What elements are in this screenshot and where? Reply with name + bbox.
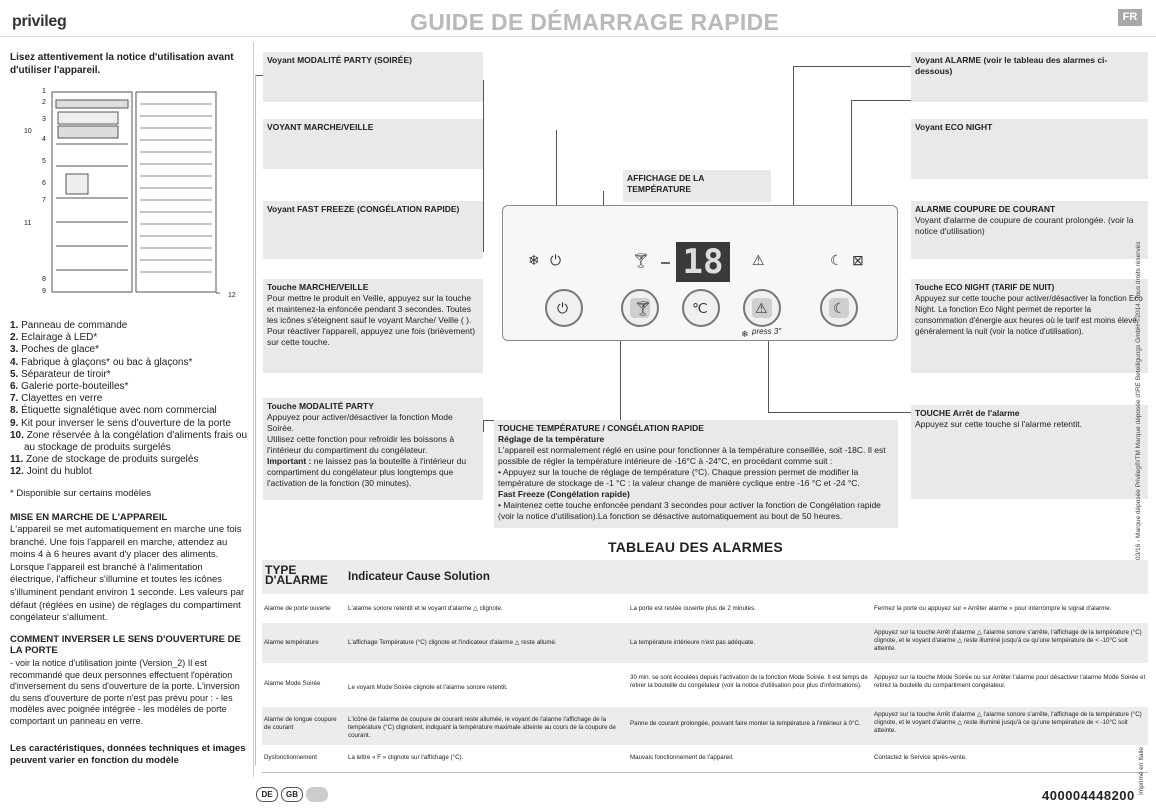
intro-text: Lisez attentivement la notice d'utilisation avant d'utiliser l'appareil. <box>10 52 234 76</box>
printed-vertical: Imprimé en Italie <box>1138 746 1145 795</box>
legend-item: 3. Poches de glace* <box>10 344 99 356</box>
legend-item: 4. Fabrique à glaçons* ou bac à glaçons* <box>10 356 193 368</box>
press-hint: press 3" <box>752 327 782 336</box>
legend-item: 6. Galerie porte-bouteilles* <box>10 381 129 393</box>
callout-temp-display: AFFICHAGE DE LA TEMPÉRATURE <box>623 170 771 202</box>
mise-text: L'appareil se met automatiquement en marche une fois branché. Une fois l'appareil en marche, attendez au moins 4 à 6 heures avant d'y placer des aliments. Lorsque l'appareil est branché à l'alimentation électrique, l'afficheur s'illumine et toutes les icônes s'illuminent pendant environ 1 seconde. Les valeurs par défaut (réglées en usine) de réglages du compartiment congélateur s'allument. <box>10 524 245 624</box>
fast-freeze-icon: ❄ <box>741 329 749 339</box>
alarms-table-title: TABLEAU DES ALARMES <box>608 539 783 555</box>
onoff-button[interactable] <box>545 289 583 327</box>
power-icon: ⏻ <box>557 300 569 316</box>
power-icon: ⏻ <box>550 252 562 268</box>
inverser-text: - voir la notice d'utilisation jointe (Version_2) Il est recommandé que deux personnes effectuent l'opération d'inversement du sens d'ouverture de la porte. L'inversion du sens d'ouverture de porte n'est pas prévu pour : - les modèles avec poignée intégrée - les modèles de porte comportant un panneau en verre. <box>10 658 240 726</box>
connector-line <box>483 215 484 216</box>
fridge-label: 9 <box>42 288 46 295</box>
legend-item: 1. Panneau de commande <box>10 320 128 331</box>
display-dash <box>661 262 670 264</box>
fridge-label: 1 <box>42 88 46 95</box>
document-code: 400004448200 <box>1042 788 1135 803</box>
connector-line <box>851 100 911 101</box>
callout-stop-alarm: TOUCHE Arrêt de l'alarme Appuyez sur cette touche si l'alarme retentit. <box>911 405 1148 499</box>
parts-legend <box>10 320 250 479</box>
fridge-label: 5 <box>42 158 46 165</box>
table-row: Dysfonctionnement La lettre « F » clignote sur l'affichage (°C). Mauvais fonctionnement de l'appareil. Contactez le Service après-vente. <box>264 754 967 761</box>
connector-line <box>483 420 484 432</box>
fridge-label: 3 <box>42 116 46 123</box>
legend-item: 10. Zone réservée à la congélation d'aliments frais ou au stockage de produits surgelés <box>10 429 248 454</box>
section-heading-inverser: COMMENT INVERSER LE SENS D'OUVERTURE DE LA PORTE <box>10 634 241 656</box>
column-header-type: TYPE D'ALARME <box>265 563 328 587</box>
connector-line <box>255 75 263 76</box>
table-row: Alarme de longue coupure de courant L'icône de l'alarme de coupure de courant reste allumée, le voyant de l'alarme l'affichage de la température (°C) clignotent, indiquant la température maximale atteinte au cours de la coupure de courant. Panne de courant prolongée, pouvant faire monter la température à l'intérieur à 0°C. Appuyez sur la touche Arrêt d'alarme △ l'alarme sonore s'arrête, l'affichage de la température (°C) clignote, et le voyant d'alarme △ reste illuminé jusqu'à ce qu'une température de < -10°C soit atteinte. <box>262 707 1148 745</box>
fridge-diagram <box>40 88 240 303</box>
fridge-label: 8 <box>42 276 46 283</box>
table-row: Alarme de porte ouverte L'alarme sonore retentit et le voyant d'alarme △ clignote. La porte est restée ouverte plus de 2 minutes. Fermez la porte ou appuyez sur « Arrêter alarme » pour interrompre le signal d'alarme. <box>264 605 1112 612</box>
alarm-warning-icon: ⚠ <box>752 252 765 268</box>
callout-alarm-light: Voyant ALARME (voir le tableau des alarmes ci-dessous) <box>911 52 1148 102</box>
brand-logo: privileg <box>12 13 67 30</box>
connector-line <box>793 66 911 67</box>
fridge-illustration <box>40 88 240 303</box>
legend-item: 7. Clayettes en verre <box>10 393 103 405</box>
header-rule <box>0 36 1156 37</box>
connector-line <box>483 80 484 252</box>
legend-item: 5. Séparateur de tiroir* <box>10 368 111 380</box>
connector-line <box>768 412 911 413</box>
fast-freeze-icon: ❄ <box>528 252 540 268</box>
lang-pill-blank <box>306 787 328 802</box>
callout-party-button: Touche MODALITÉ PARTY Appuyez pour activer/désactiver la fonction Mode Soirée. Utilisez cette fonction pour refroidir les boissons à l'intérieur du compartiment du congélateur. Important : ne laissez pas la bouteille à l'intérieur du compartiment du congélateur plus longtemps que l'activation de la fonction (30 minutes). <box>263 398 483 500</box>
celsius-icon: ℃ <box>692 300 708 316</box>
lang-pill-de: DE <box>256 787 278 802</box>
fridge-label: 10 <box>24 128 32 135</box>
footnote: * Disponible sur certains modèles <box>10 488 151 499</box>
callout-onoff-light: VOYANT MARCHE/VEILLE <box>263 119 483 169</box>
callout-eco-light: Voyant ECO NIGHT <box>911 119 1148 179</box>
fridge-label: 2 <box>42 99 46 106</box>
fridge-label: 4 <box>42 136 46 143</box>
language-badge: FR <box>1118 9 1142 26</box>
connector-line <box>620 340 621 420</box>
temperature-button[interactable] <box>682 289 720 327</box>
eco-night-icon: ☾ <box>830 252 843 268</box>
eco-night-button[interactable] <box>820 289 858 327</box>
page-title: GUIDE DE DÉMARRAGE RAPIDE <box>410 9 780 35</box>
callout-fastfreeze-light: Voyant FAST FREEZE (CONGÉLATION RAPIDE) <box>263 201 483 259</box>
callout-party-light: Voyant MODALITÉ PARTY (SOIRÉE) <box>263 52 483 102</box>
connector-line <box>255 75 256 765</box>
stop-alarm-button[interactable] <box>743 289 781 327</box>
legend-item: 2. Eclairage à LED* <box>10 332 98 344</box>
legend-item: 12. Joint du hublot <box>10 466 92 478</box>
fridge-label: 6 <box>42 180 46 187</box>
column-header-indicator: Indicateur Cause Solution <box>348 571 490 583</box>
fridge-label: 12 <box>228 292 236 299</box>
party-button[interactable] <box>621 289 659 327</box>
party-glass-icon: 🍸︎ <box>632 252 650 268</box>
column-divider <box>253 42 254 777</box>
fridge-label: 7 <box>42 197 46 204</box>
eco-night-icon: ☾ <box>833 300 846 316</box>
fridge-label: 11 <box>24 220 32 227</box>
callout-temp-button: TOUCHE TEMPÉRATURE / CONGÉLATION RAPIDE Réglage de la température L'appareil est normalement réglé en usine pour fonctionner à la température conseillée, soit -18C. Il est possible de régler la température intérieure de -16°C à -24°C, en procédant comme suit : • Appuyez sur la touche de réglage de température (°C). Chaque pression permet de modifier la température de stockage de -1 °C : la valeur change de manière cyclique entre -16 °C et -24 °C. Fast Freeze (Congélation rapide) • Maintenez cette touche enfoncée pendant 3 secondes pour activer la fonction de Congélation rapide (voir la notice d'utilisation).La fonction se désactive automatiquement au bout de 50 heures. <box>494 420 898 528</box>
table-row: Alarme Mode Soirée Le voyant Mode Soirée clignote et l'alarme sonore retentit. 30 min. se sont écoulées depuis l'activation de la fonction Mode Soirée. Il est temps de retirer la bouteille du congélateur (voir la notice d'utilisation pour plus d'informations). Appuyez sur la touche Mode Soirée ou sur Arrêter l'alarme pour désactiver l'alarme Mode Soirée et retirez la bouteille du compartiment congélateur. <box>264 674 1146 691</box>
power-outage-icon: ⊠ <box>852 252 864 268</box>
connector-line <box>768 330 769 412</box>
lang-pill-gb: GB <box>281 787 303 802</box>
legend-item: 11. Zone de stockage de produits surgelés <box>10 454 199 466</box>
table-row: Alarme température L'affichage Température (°C) clignote et l'indicateur d'alarme △ reste allumé. La température intérieure n'est pas adéquate. Appuyez sur la touche Arrêt d'alarme △ l'alarme sonore s'arrête, l'affichage de la température (°C) clignote, et le voyant d'alarme △ reste illuminé jusqu'à ce qu'une température de < -10°C soit atteinte. <box>262 623 1148 663</box>
copyright-vertical: 03/16 - Marque déposée Privileg®/TM Marque déposée d'IRE Beteiligungs GmbH ©2014. Tous droits réservés <box>1135 241 1142 560</box>
temperature-display: 18 <box>676 242 730 282</box>
party-glass-icon: 🍸︎ <box>634 300 652 316</box>
section-heading-mise: MISE EN MARCHE DE L'APPAREIL <box>10 512 168 523</box>
disclaimer: Les caractéristiques, données techniques et images peuvent varier en fonction du modèle <box>10 743 246 766</box>
legend-item: 8. Étiquette signalétique avec nom commercial <box>10 405 217 417</box>
legend-item: 9. Kit pour inverser le sens d'ouverture de la porte <box>10 417 231 429</box>
table-bottom-rule <box>262 772 1148 773</box>
callout-eco-button: Touche ECO NIGHT (TARIF DE NUIT) Appuyez sur cette touche pour activer/désactiver la fonction Eco Night. La fonction Eco Night permet de reporter la consommation d'énergie aux heures où le tarif est moins élevé, généralement la nuit (voir la notice d'utilisation). <box>911 279 1148 373</box>
callout-onoff-button: Touche MARCHE/VEILLE Pour mettre le produit en Veille, appuyez sur la touche et maintenez-la enfoncée pendant 3 secondes. Toutes les icônes s'éteignent sauf le voyant Marche/ Veille ( ). Pour réactiver l'appareil, appuyez une fois (brièvement) sur cette touche. <box>263 279 483 373</box>
callout-power-alarm: ALARME COUPURE DE COURANT Voyant d'alarme de coupure de courant prolongée. (voir la notice d'utilisation) <box>911 201 1148 259</box>
alarm-warning-icon: ⚠ <box>755 300 768 316</box>
